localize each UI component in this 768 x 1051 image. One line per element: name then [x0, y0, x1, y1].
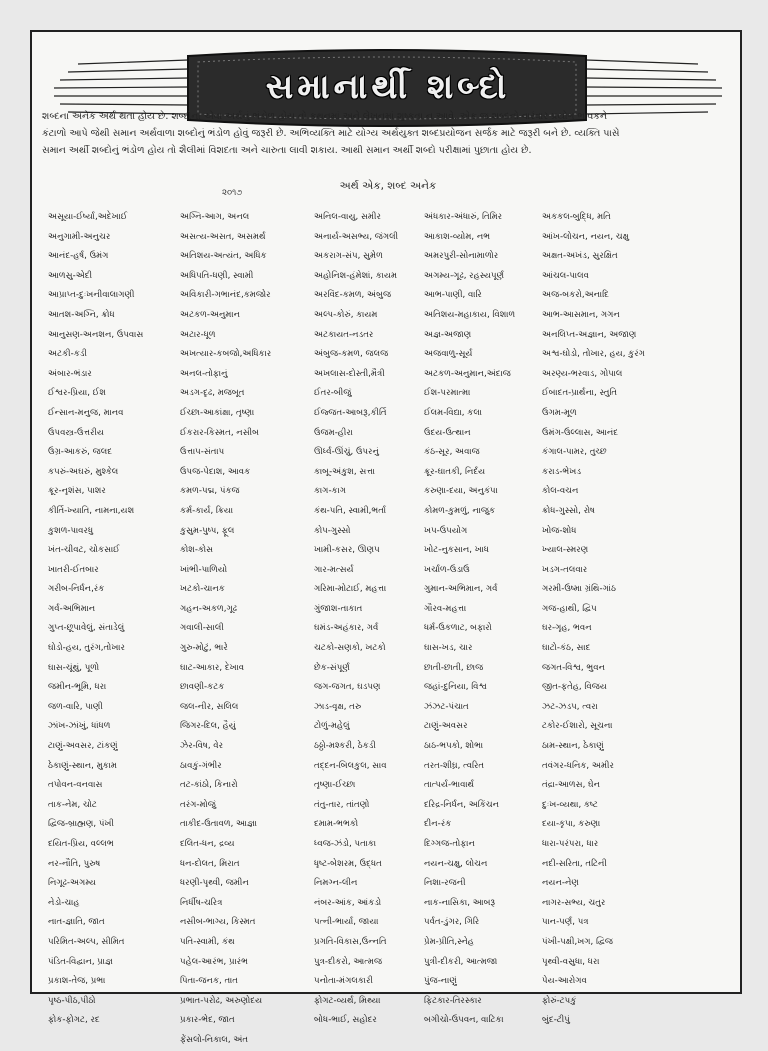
synonym-entry: ફોરું-ટપકું	[542, 995, 577, 1006]
synonym-entry: દિગ્ગજ-તોફાન	[424, 839, 475, 849]
synonym-entry: ઝટ-ઝડપ, ત્વરા	[542, 701, 598, 712]
synonym-entry: અજ્ઞ-અજાણ	[424, 329, 472, 340]
synonym-entry: અશ્વ-ઘોડો, તોખાર, હય, કુરંગ	[542, 349, 645, 360]
synonym-entry: ખડગ-તલવાર	[542, 564, 588, 575]
synonym-entry: ઈલમ-વિદ્યા, કલા	[424, 407, 482, 418]
synonym-entry: ઈજ્જત-આબરૂ,કીર્તિ	[314, 407, 387, 418]
synonym-column	[542, 208, 668, 1026]
synonym-entry: ધારા-પરંપરા, ધાર	[542, 839, 599, 849]
synonym-entry: પ્રભાત-પરોઢ, અરુણોદય	[180, 995, 263, 1006]
synonym-entry: ટાણું-અવસર	[424, 721, 468, 732]
synonym-entry: ઈકરાર-કિસ્મત, નસીબ	[180, 427, 260, 438]
synonym-entry: અટકળ-અનુમાન	[180, 309, 240, 320]
synonym-entry: નિગૂઢ-અગમ્ય	[48, 878, 97, 889]
synonym-entry: અકકલ-બુદ્ધિ, મતિ	[542, 212, 611, 222]
synonym-entry: દ્વિજ-બ્રાહ્મણ, પંખી	[48, 819, 114, 830]
synonym-entry: અટકી-કડી	[48, 349, 87, 360]
synonym-entry: આનંદ-હર્ષ, ઉમંગ	[48, 251, 109, 262]
synonym-entry: ખાતરી-ઈતબાર	[48, 564, 99, 575]
synonym-entry: દલિત-ધન, દ્રવ્ય	[180, 839, 235, 849]
synonym-entry: નાગર-સભ્ય, ચતુર	[542, 897, 606, 908]
synonym-entry: પુત્રી-દીકરી, આત્મજા	[424, 956, 498, 967]
synonym-entry: તપોવન-વનવાસ	[48, 780, 103, 791]
synonym-entry: ઠામ-સ્થાન, ઠેકાણું	[542, 741, 604, 752]
synonym-entry: દુઃખ-વ્યથા, કષ્ટ	[542, 799, 598, 810]
synonym-entry: ગર્વ-અભિમાન	[48, 603, 96, 614]
synonym-entry: ધન-દોલત, મિરાત	[180, 858, 240, 869]
synonym-entry: કરાડ-ભેખડ	[542, 466, 582, 477]
synonym-entry: પૃથ્વી-વસુધા, ધરા	[542, 956, 600, 967]
synonym-entry: ખાંભી-પાળિયો	[180, 564, 228, 575]
synonym-entry: કંથ-પતિ, સ્વામી,ભર્તા	[314, 505, 387, 516]
synonym-entry: ઠઠ્ઠો-મશ્કરી, ઠેકડી	[314, 741, 376, 752]
synonym-entry: છાતી-છાતી, છાજ	[424, 662, 484, 673]
synonym-entry: આભ-પાણી, વારિ	[424, 290, 482, 301]
synonym-entry: પેય-આરોગવ	[542, 976, 587, 987]
synonym-entry: તંતુ-તાર, તાંતણો	[314, 799, 370, 810]
synonym-entry: અરવિંદ-કમળ, અંબુજ	[314, 290, 392, 301]
synonym-entry: તાકીદ-ઉતાવળ, આજ્ઞા	[180, 819, 257, 830]
synonym-entry: ધર્મ-ઉકળાટ, બફારો	[424, 623, 492, 634]
synonym-entry: ઈશ-પરમાત્મા	[424, 388, 471, 399]
synonym-entry: દીન-રંક	[424, 819, 452, 830]
intro-line: સમાન અર્થી શબ્દોનું ભંડોળ હોય તો શૈલીમાં વિશદતા અને ચારુતા લાવી શકાય. આથી સમાન અર્થી શબ્દો પરીક્ષામાં પુછાતા હોય છે.	[42, 145, 532, 156]
intro-line: કંટાળો આપે જેથી સમાન અર્થવાળા શબ્દોનું ભંડોળ હોવું જરૂરી છે. અભિવ્યક્તિ માટે યોગ્ય અર્થયુક્ત શબ્દપ્રયોજન સર્જક માટે જરૂરી બને છે. વ્યક્તિ પાસે	[42, 128, 620, 139]
synonym-entry: અજ-બકરો,અનાદિ	[542, 290, 609, 301]
synonym-entry: કોલ-વચન	[542, 486, 579, 497]
synonym-entry: ખોટ-નુકસાન, ખાધ	[424, 545, 490, 556]
synonym-entry: અજવાળુ-સૂર્ય	[424, 349, 473, 360]
synonym-entry: ગુમાન-અભિમાન, ગર્વ	[424, 584, 498, 595]
synonym-column	[48, 208, 174, 1026]
synonym-entry: ગરિમા-મોટાઈ, મહત્તા	[314, 584, 387, 595]
synonym-entry: દયા-કૃપા, કરુણા	[542, 819, 601, 830]
synonym-entry: અલ્પ-કોરું, કાયમ	[314, 309, 378, 320]
synonym-entry: કાબૂ-અંકુશ, સત્તા	[314, 466, 376, 477]
synonym-entry: જળ-વારિ, પાણી	[48, 701, 103, 712]
synonym-entry: ટોળું-મહેલું	[314, 721, 350, 732]
synonym-entry: જગ-જગત, ઘડપણ	[314, 682, 381, 693]
synonym-entry: ગાર-મત્સર્ય	[314, 564, 354, 575]
synonym-entry: છાવણી-કટક	[180, 682, 225, 693]
synonym-entry: બોધ-ભાઈ, સહોદર	[314, 1015, 377, 1026]
synonym-entry: કંગાલ-પામર, તુચ્છ	[542, 447, 607, 458]
synonym-entry: ઠેકાણું-સ્થાન, મુકામ	[48, 760, 117, 771]
synonym-entry: દયિત-પ્રિય, વલ્લભ	[48, 839, 114, 849]
synonym-entry: આભ-આસમાન, ગગન	[542, 309, 620, 320]
synonym-entry: ફિટકાર-તિરસ્કાર	[424, 995, 482, 1006]
synonym-entry: ખામી-કસર, ઊણપ	[314, 545, 380, 556]
synonym-entry: જલ-નીર, સલિલ	[180, 701, 239, 712]
synonym-entry: ઉજમ-હીરા	[314, 427, 353, 438]
synonym-entry: તરત-શીઘ્ર, ત્વરિત	[424, 760, 485, 771]
synonym-entry: કુસુમ-પુષ્પ, ફૂલ	[180, 525, 235, 536]
synonym-entry: પંડિત-વિદ્વાન, પ્રાજ્ઞ	[48, 956, 113, 967]
synonym-entry: જહાં-દુનિયા, વિશ્વ	[424, 682, 487, 693]
synonym-entry: ટકોર-ઈશારો, સૂચના	[542, 721, 613, 732]
synonym-entry: ખટકો-ચાનક	[180, 584, 225, 595]
synonym-entry: ઊર્ધ્વ-ઊંચું, ઉપરનું	[314, 447, 379, 458]
synonym-entry: ગુપ્ત-છૂપાવેલું, સંતાડેલું	[48, 623, 125, 634]
synonym-entry: અવિકારી-ગભાનંદ,કમજોર	[180, 290, 271, 301]
synonym-entry: ઉપજ-પેદાશ, આવક	[180, 466, 251, 477]
synonym-entry: અનલિપ્ત-અજ્ઞાન, અજાણ	[542, 329, 637, 340]
synonym-entry: પંખી-પક્ષી,ખગ, દ્વિજ	[542, 936, 614, 947]
synonym-entry: ક્રૂર-નૃશંસ, પાશર	[48, 486, 106, 497]
synonym-entry: અસૂયા-ઈર્ષ્યા,અદેખાઈ	[48, 212, 128, 222]
synonym-entry: છેક-સંપૂર્ણ	[314, 662, 350, 673]
synonym-entry: પૃષ્ઠ-પીઠ,પીઠો	[48, 995, 96, 1006]
synonym-entry: નેડો-ચાહ	[48, 897, 80, 908]
synonym-entry: ઝાડ-વૃક્ષ, તરુ	[314, 701, 362, 712]
synonym-entry: ફેંસલો-નિકાલ, અંત	[180, 1034, 249, 1045]
synonym-entry: નંબર-આંક, આંકડો	[314, 897, 382, 908]
synonym-entry: ક્રૂર-ઘાતકી, નિર્દય	[424, 466, 486, 477]
synonym-entry: અટકળ-અનુમાન,અંદાજ	[424, 368, 511, 379]
synonym-entry: ઉદય-ઉત્થાન	[424, 427, 471, 438]
synonym-entry: ઉગમ-મૂળ	[542, 407, 577, 418]
synonym-entry: નિર્ધીષ-ચરિત્ર	[180, 897, 223, 908]
synonym-entry: જિગર-દિલ, હૈયું	[180, 721, 236, 732]
synonym-entry: ઈન્સાન-મનુજ, માનવ	[48, 407, 124, 418]
synonym-entry: ઠાવકું-ગંભીર	[180, 760, 222, 771]
synonym-entry: આપ્રાપ્ત-દુઃખનીવાલાગણી	[48, 290, 135, 301]
synonym-entry: અધિપતિ-ધણી, સ્વામી	[180, 270, 254, 281]
intro-paragraph	[42, 108, 732, 159]
synonym-entry: ઘાસ-ખડ, ચાર	[424, 643, 473, 654]
synonym-entry: નયન-ચક્ષુ, લોચન	[424, 858, 488, 869]
synonym-entry: તવંગર-ધનિક, અમીર	[542, 760, 614, 771]
synonym-entry: ગુંજાશ-તાકાત	[314, 603, 363, 614]
synonym-entry: ગહન-અકળ,ગૂઢ	[180, 603, 238, 614]
synonym-entry: તદ્દન-બિલકુલ, સાવ	[314, 760, 387, 771]
section-subtitle: અર્થ એક, શબ્દ અનેક	[339, 180, 437, 192]
synonym-entry: નાત-જ્ઞાતિ, જાત	[48, 917, 105, 928]
synonym-entry: ખર્ચાળ-ઉડાઉ	[424, 564, 470, 575]
synonym-column	[314, 208, 440, 1026]
synonym-entry: આકાશ-વ્યોમ, નભ	[424, 231, 491, 242]
synonym-entry: અખલાસ-દોસ્તી,મૈત્રી	[314, 368, 385, 379]
synonym-entry: ઈશ્વર-પ્રિયા, ઈશ	[48, 388, 106, 399]
synonym-entry: બુંદ-ટીપું	[542, 1015, 570, 1026]
synonym-entry: પત્ની-ભાર્યા, જાયા	[314, 917, 379, 928]
synonym-entry: ઝેર-વિષ, વેર	[180, 741, 224, 752]
synonym-entry: અનિલ-વાયુ, સમીર	[314, 212, 381, 222]
synonym-entry: તાક-નેમ, ચોટ	[48, 799, 97, 810]
synonym-entry: નાક-નાસિકા, આબરૂ	[424, 897, 496, 908]
synonym-entry: ઠાઠ-ભપકો, શોભા	[424, 741, 484, 752]
synonym-entry: નયન-નેણ	[542, 878, 579, 889]
synonym-entry: ફોગટ-વ્યર્થ, મિથ્યા	[314, 995, 381, 1006]
synonym-entry: પ્રગતિ-વિકાસ,ઉન્નતિ	[314, 936, 387, 947]
synonym-entry: અગમ્ય-ગૂઢ, રહસ્યપૂર્ણ	[424, 270, 505, 281]
synonym-entry: પરિમિત-અલ્પ, સીમિત	[48, 936, 125, 947]
synonym-entry: આતશ-અગ્નિ, ક્રોધ	[48, 309, 115, 320]
synonym-entry: અંબુજ-કમળ, જલજ	[314, 349, 389, 360]
synonym-entry: જીત-ફતેહ, વિજય	[542, 682, 607, 693]
synonym-entry: અતિશય-અત્યંત, અધિક	[180, 251, 267, 262]
synonym-entry: ઘાસ-ચૂંથું, પૂળો	[48, 662, 100, 673]
synonym-entry: તંદ્રા-આળસ, ઘેન	[542, 780, 601, 791]
synonym-entry: ગુરુ-મોટું, ભારે	[180, 643, 228, 654]
synonym-entry: અંધકાર-અંધારું, તિમિર	[424, 212, 503, 222]
synonym-entry: નિશા-રજની	[424, 878, 466, 889]
synonym-entry: ધરણી-પૃથ્વી, જમીન	[180, 878, 249, 889]
synonym-entry: ગવાલી-સાલી	[180, 623, 224, 634]
synonym-entry: ગજ-હાથી, દ્વિપ	[542, 603, 597, 614]
synonym-entry: ખોજ-શોધ	[542, 525, 577, 536]
synonym-entry: ગૌરવ-મહત્તા	[424, 603, 467, 614]
synonym-entry: અડગ-દૃઢ, મજબૂત	[180, 388, 245, 399]
synonym-entry: ટાણું-અવસર, ટાંકણું	[48, 741, 118, 752]
synonym-entry: કમળ-પદ્મ, પંકજ	[180, 486, 240, 497]
synonym-entry: બગીચો-ઉપવન, વાટિકા	[424, 1015, 504, 1026]
synonym-entry: અકરાગ-સંપ, સુમેળ	[314, 251, 383, 262]
synonym-entry: કોપ-ગુસ્સો	[314, 525, 351, 536]
synonym-entry: આનુસણ-અનશન, ઉપવાસ	[48, 329, 144, 340]
synonym-entry: ઘમંડ-અહંકાર, ગર્વ	[314, 623, 379, 634]
synonym-entry: પ્રકાર-ભેદ, જાત	[180, 1015, 235, 1026]
page-number: ૨૦૧૭	[222, 188, 243, 198]
synonym-entry: નદી-સરિતા, તટિની	[542, 858, 607, 869]
synonym-entry: કર્મ-કાર્ય, ક્રિયા	[180, 505, 234, 516]
synonym-entry: પિતા-જનક, તાત	[180, 976, 238, 987]
synonym-entry: ઘર-ગૃહ, ભવન	[542, 623, 592, 634]
synonym-entry: કીર્તિ-ખ્યાતિ, નામના,યશ	[48, 505, 135, 516]
synonym-entry: ફોક-ફોગટ, રદ	[48, 1015, 100, 1026]
synonym-columns	[48, 208, 738, 1045]
synonym-entry: પ્રકાશ-તેજ, પ્રભા	[48, 976, 106, 987]
synonym-entry: અટાર-ધૂળ	[180, 329, 216, 340]
synonym-entry: નર-નૌતિ, પુરુષ	[48, 858, 101, 869]
synonym-entry: પર્વત-ડુંગર, ગિરિ	[424, 917, 480, 928]
intro-line: શબ્દના અનેક અર્થ થતા હોય છે. શબ્દોના એવા અર્થનું ભંડોળ હોય તો કથનમાં અને લેખનમાં શુષ્કતા ન આવે. એક જ શબ્દનો વારંવાર પ્રયોગ ભાવકને	[42, 111, 608, 122]
synonym-entry: પતિ-સ્વામી, કંથ	[180, 936, 235, 947]
synonym-entry: કરુણા-દયા, અનુકંપા	[424, 486, 498, 497]
synonym-entry: અખત્યાર-કબજો,અધિકાર	[180, 349, 272, 360]
synonym-entry: અક્ષત-અખંડ, સુરક્ષિત	[542, 251, 618, 262]
synonym-entry: કપરું-અઘરું, મુશ્કેલ	[48, 466, 119, 477]
synonym-entry: તાત્પર્ય-ભાવાર્થ	[424, 780, 475, 791]
synonym-entry: દમામ-ભભકો	[314, 819, 359, 830]
synonym-entry: નસીબ-ભાગ્ય, કિસ્મત	[180, 917, 256, 928]
synonym-entry: અટકાયત-નડતર	[314, 329, 374, 340]
synonym-entry: અસત્ય-અસત, અસમર્થ	[180, 231, 266, 242]
synonym-entry: ઈતર-બીજું	[314, 388, 352, 399]
synonym-entry: ઉમંગ-ઉલ્લાસ, આનંદ	[542, 427, 619, 438]
synonym-entry: આંચલ-પાલવ	[542, 270, 589, 281]
synonym-entry: અગ્નિ-આગ, અનલ	[180, 212, 250, 222]
synonym-entry: ખપ-ઉપયોગ	[424, 525, 468, 536]
synonym-entry: પુત્ર-દીકરો, આત્મજ	[314, 956, 383, 967]
synonym-entry: જમીન-ભૂમિ, ધરા	[48, 682, 107, 693]
synonym-entry: ખંત-ચીવટ, ચોકસાઈ	[48, 545, 120, 556]
synonym-entry: અનાર્ય-અસભ્ય, જંગલી	[314, 231, 399, 242]
synonym-entry: તરંગ-મોજું	[180, 799, 216, 810]
synonym-entry: ગરીબ-નિર્ધન,રંક	[48, 584, 105, 595]
synonym-entry: ઉત્તાપ-સંતાપ	[180, 447, 225, 458]
synonym-entry: અતિશય-મહાકાય, વિશાળ	[424, 309, 516, 320]
synonym-entry: અહોનિશ-હંમેશાં, કાયમ	[314, 270, 398, 281]
synonym-entry: ઈચ્છા-આકાંક્ષા, તૃષ્ણા	[180, 407, 255, 418]
synonym-entry: ઘાટ-આકાર, દેખાવ	[180, 662, 245, 673]
synonym-entry: પનોતા-મંગલકારી	[314, 976, 373, 987]
synonym-column	[424, 208, 550, 1026]
synonym-entry: કોમળ-કુમળું, નાજુક	[424, 505, 496, 516]
page-title: સમાનાર્થી શબ્દો	[265, 67, 511, 107]
synonym-entry: અનુગામી-અનુચર	[48, 231, 111, 242]
synonym-entry: કોશ-કોસ	[180, 545, 214, 556]
synonym-entry: ઉગ્ર-આકરું, જલદ	[48, 447, 113, 458]
synonym-entry: ગરમી-ઉષ્મા ગ્રંથિ-ગાંઠ	[542, 584, 616, 595]
synonym-entry: ઝાંખ-ઝાંખું, ધાંધળ	[48, 721, 111, 732]
synonym-entry: તૃષ્ણા-ઈચ્છા	[314, 780, 356, 791]
synonym-entry: પ્રેમ-પ્રીતિ,સ્નેહ	[424, 936, 474, 947]
synonym-entry: આંખ-લોચન, નયન, ચક્ષુ	[542, 231, 629, 242]
synonym-entry: ઘોડો-હય, તુરંગ,તોખાર	[48, 643, 125, 654]
synonym-entry: કુશળ-પાવરધુ	[48, 525, 94, 536]
synonym-entry: પુંજ-નાણું	[424, 976, 457, 987]
synonym-entry: પાન-પર્ણ, પત્ર	[542, 917, 589, 928]
synonym-entry: અનલ-તોફાનું	[180, 368, 228, 379]
synonym-entry: ખ્યાલ-સ્મરણ	[542, 545, 589, 556]
synonym-entry: પહેલ-આરંભ, પ્રારંભ	[180, 956, 248, 967]
synonym-entry: તટ-કાંઠો, કિનારો	[180, 780, 238, 791]
synonym-entry: કાગ-કાગ	[314, 486, 346, 497]
synonym-entry: અંબાર-ભંડાર	[48, 368, 92, 379]
synonym-entry: ક્રોધ-ગુસ્સો, રોષ	[542, 505, 595, 516]
synonym-entry: કંઠ-સૂર, અવાજ	[424, 447, 480, 458]
synonym-entry: દરિદ્ર-નિર્ધન, અકિંચન	[424, 799, 500, 810]
synonym-entry: ચટકો-સણકો, ખટકો	[314, 643, 386, 654]
worksheet-page	[30, 30, 742, 1045]
synonym-entry: ઝંઝટ-પંચાત	[424, 701, 469, 712]
synonym-entry: ઈબાદત-પ્રાર્થના, સ્તુતિ	[542, 388, 618, 399]
synonym-entry: અમરપુરી-સોનામાળોર	[424, 251, 499, 262]
synonym-entry: ઘાટો-કંઠ, સાદ	[542, 643, 591, 654]
synonym-entry: આળસુ-એદી	[48, 270, 93, 281]
synonym-entry: ધૃષ્ટ-બેશરમ, ઉદ્ધત	[314, 858, 382, 869]
synonym-entry: ઉપવસ્ત્ર-ઉત્તરીય	[48, 427, 104, 438]
synonym-entry: અરણ્ય-ભરવાડ, ગોપાલ	[542, 368, 623, 379]
synonym-entry: જગત-વિશ્વ, ભુવન	[542, 662, 605, 673]
synonym-column	[180, 208, 306, 1045]
synonym-entry: ધ્વજ-ઝંડો, પતાકા	[314, 839, 377, 849]
synonym-entry: નિમગ્ન-લીન	[314, 878, 358, 889]
